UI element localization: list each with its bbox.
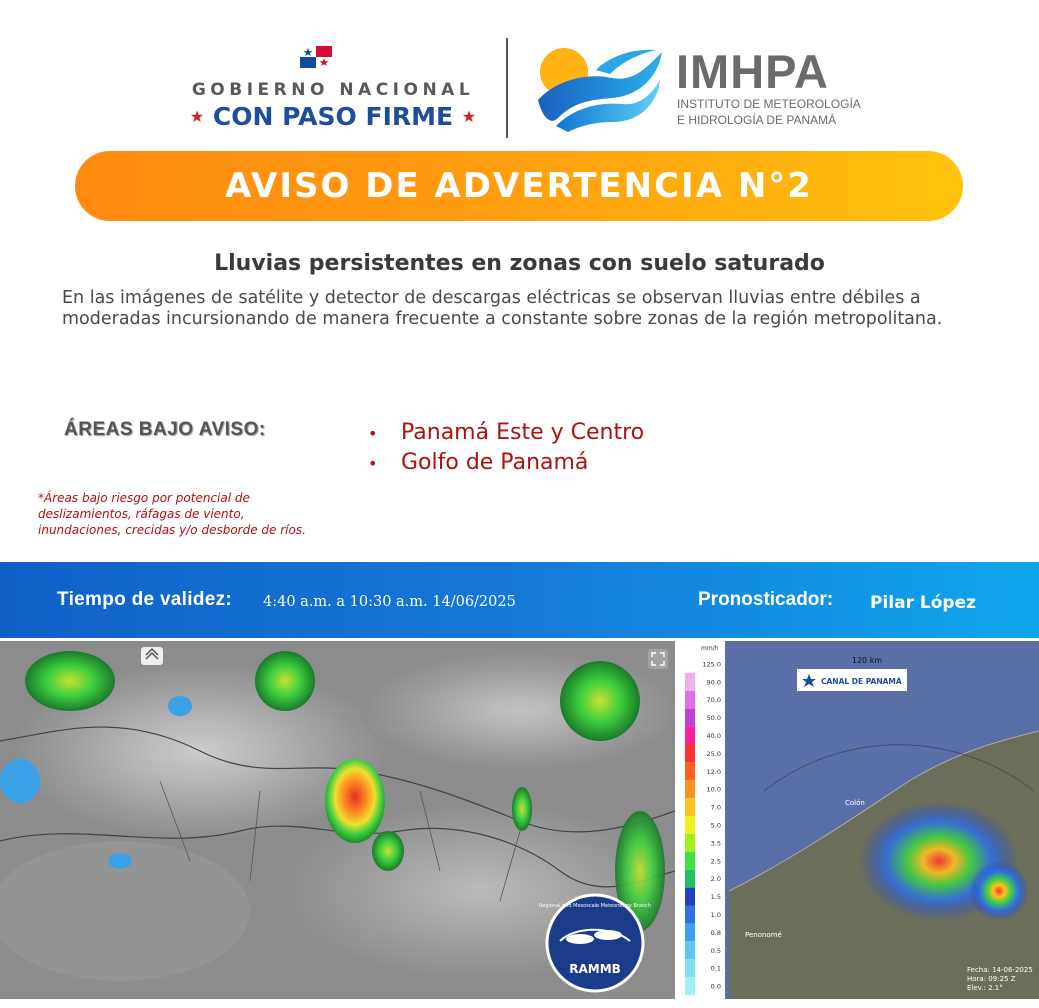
forecaster-colon: : bbox=[826, 589, 834, 610]
area-item bbox=[368, 418, 644, 448]
area-item bbox=[368, 448, 644, 478]
radar-scale-label: 2.5 bbox=[710, 857, 721, 866]
radar-units: mm/h bbox=[701, 645, 719, 652]
radar-scale-label: 0.5 bbox=[710, 946, 721, 955]
radar-scale-swatch bbox=[685, 691, 695, 709]
risk-note: *Áreas bajo riesgo por potencial de deslizamientos, ráfagas de viento, inundaciones, crecidas y/o desborde de ríos. bbox=[38, 491, 306, 537]
radar-scale-label: 90.0 bbox=[706, 678, 721, 687]
star-icon: ★ bbox=[189, 107, 205, 126]
radar-scale-swatch bbox=[685, 834, 695, 852]
radar-scale-label: 12.0 bbox=[706, 767, 721, 776]
radar-scale-swatch bbox=[685, 673, 695, 691]
areas-label: ÁREAS BAJO AVISO: bbox=[64, 419, 266, 440]
radar-scale-label: 125.0 bbox=[702, 660, 721, 669]
radar-scale-label: 50.0 bbox=[706, 714, 721, 723]
radar-scale-label: 0.8 bbox=[710, 928, 721, 937]
radar-scale-label: 25.0 bbox=[706, 749, 721, 758]
radar-scale-swatch bbox=[685, 655, 695, 673]
radar-info-elev: Elev.: 2.1° bbox=[967, 984, 1003, 992]
star-icon: ★ bbox=[461, 107, 477, 126]
radar-scale-swatch bbox=[685, 959, 695, 977]
warning-description: En las imágenes de satélite y detector de descargas eléctricas se observan lluvias entre débiles a moderadas incursionando de manera frecuente a constante sobre zonas de la región metropolitana. bbox=[62, 288, 943, 329]
rammb-ring-text: Regional and Mesoscale Meteorology Branch bbox=[539, 903, 651, 909]
forecaster-label-text: Pronosticador bbox=[698, 589, 827, 610]
bullet-icon: • bbox=[368, 424, 378, 443]
warning-banner: AVISO DE ADVERTENCIA N°2 bbox=[75, 151, 963, 221]
radar-scale-swatch bbox=[685, 798, 695, 816]
imhpa-logo-icon bbox=[534, 42, 664, 134]
radar-scale-swatch bbox=[685, 888, 695, 906]
radar-scale-label: 0.0 bbox=[710, 982, 721, 991]
radar-scale-swatch bbox=[685, 744, 695, 762]
imhpa-acronym: IMHPA bbox=[676, 45, 829, 98]
radar-scale-swatch bbox=[685, 977, 695, 995]
radar-scale-swatch bbox=[685, 709, 695, 727]
radar-scale-swatch bbox=[685, 816, 695, 834]
radar-scale-label: 2.0 bbox=[710, 875, 721, 884]
warning-headline: Lluvias persistentes en zonas con suelo saturado bbox=[214, 251, 825, 276]
area-item-label: Panamá Este y Centro bbox=[401, 420, 645, 445]
validity-label bbox=[57, 589, 232, 611]
validity-label-text: Tiempo de validez bbox=[57, 589, 226, 610]
radar-brand: CANAL DE PANAMÁ bbox=[821, 677, 902, 686]
government-line1: GOBIERNO NACIONAL bbox=[191, 80, 475, 100]
radar-scale-label: 70.0 bbox=[706, 696, 721, 705]
areas-list bbox=[368, 418, 644, 478]
radar-scale-label: 10.0 bbox=[706, 785, 721, 794]
radar-scale-swatch bbox=[685, 780, 695, 798]
government-line2 bbox=[178, 102, 488, 131]
radar-scale-swatch bbox=[685, 870, 695, 888]
validity-colon: : bbox=[225, 589, 233, 610]
imhpa-subtitle-line2: E HIDROLOGÍA DE PANAMÁ bbox=[677, 113, 837, 127]
bullet-icon: • bbox=[368, 454, 378, 473]
forecaster-label bbox=[698, 589, 833, 611]
radar-city-north: Colón bbox=[845, 799, 865, 807]
radar-scale-label: 7.0 bbox=[710, 803, 721, 812]
radar-scale-label: 5.0 bbox=[710, 821, 721, 830]
forecaster-name: Pilar López bbox=[870, 593, 976, 613]
radar-scale-label: 40.0 bbox=[706, 732, 721, 741]
radar-scale-swatch bbox=[685, 727, 695, 745]
radar-scale-swatch bbox=[685, 762, 695, 780]
government-logo bbox=[178, 44, 488, 136]
area-item-label: Golfo de Panamá bbox=[401, 450, 589, 475]
satellite-image bbox=[0, 641, 675, 999]
header-divider bbox=[506, 38, 508, 138]
radar-scale-label: 1.5 bbox=[710, 893, 721, 902]
radar-info-date: Fecha: 14-06-2025 bbox=[967, 966, 1033, 974]
government-slogan: CON PASO FIRME bbox=[212, 102, 454, 131]
radar-scale-swatch bbox=[685, 923, 695, 941]
validity-value: 4:40 a.m. a 10:30 a.m. 14/06/2025 bbox=[263, 594, 516, 610]
radar-scale-swatch bbox=[685, 906, 695, 924]
radar-scale-swatch bbox=[685, 941, 695, 959]
radar-scale-label: 0.1 bbox=[710, 964, 721, 973]
radar-range-label: 120 km bbox=[851, 656, 883, 665]
radar-image bbox=[679, 641, 1039, 999]
radar-info-time: Hora: 09:25 Z bbox=[967, 975, 1016, 983]
radar-scale-swatch bbox=[685, 852, 695, 870]
radar-scale-label: 3.5 bbox=[710, 839, 721, 848]
radar-scale-label: 1.0 bbox=[710, 910, 721, 919]
rammb-badge: RAMMB bbox=[569, 962, 621, 976]
panama-flag-icon bbox=[300, 46, 332, 68]
imhpa-subtitle-line1: INSTITUTO DE METEOROLOGÍA bbox=[677, 97, 861, 111]
radar-city-south: Penonomé bbox=[745, 931, 782, 939]
